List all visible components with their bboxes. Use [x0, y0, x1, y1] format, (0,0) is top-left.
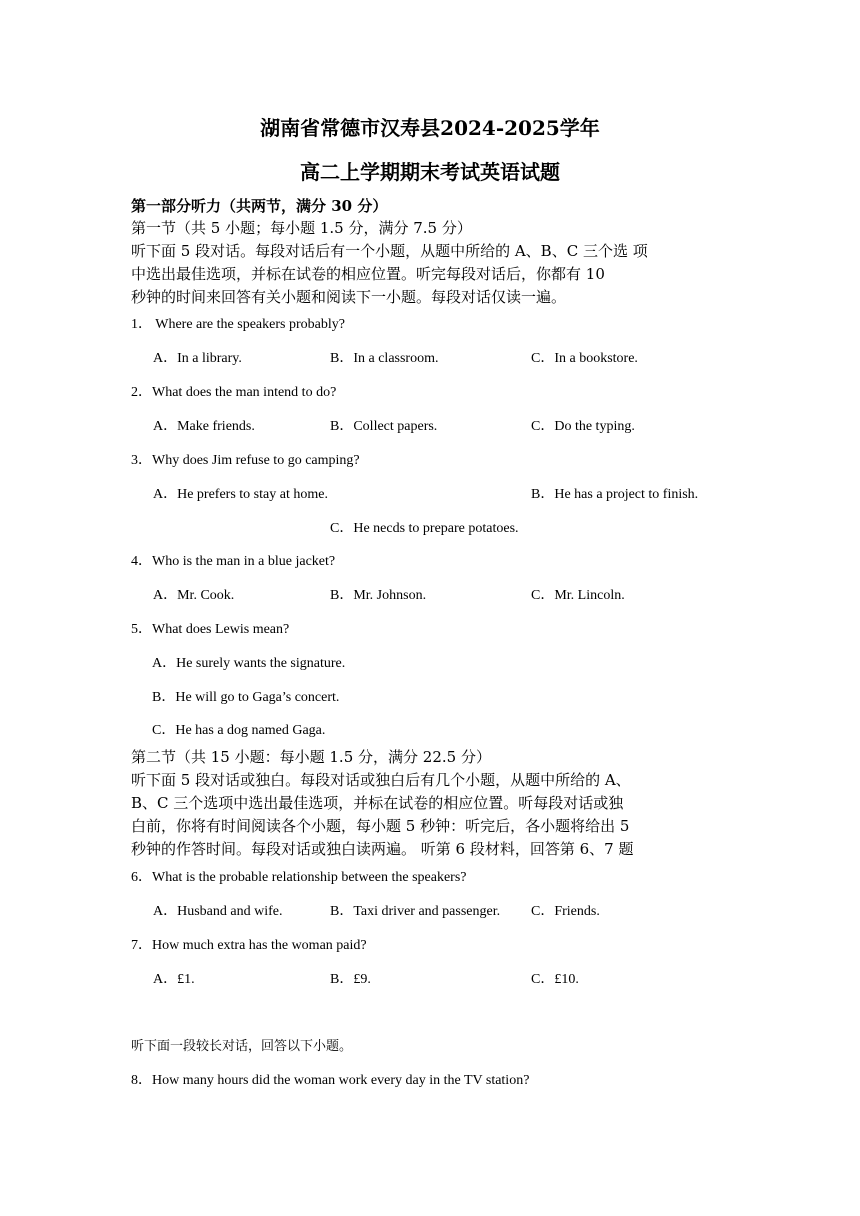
option-a: A．Husband and wife. — [153, 904, 283, 919]
option-a: A．Make friends. — [153, 419, 255, 434]
question-stem: 7．How much extra has the woman paid? — [131, 938, 367, 953]
option-b: B．£9. — [330, 972, 371, 987]
section1-instruction-line: 中选出最佳选项，并标在试卷的相应位置。听完每段对话后，你都有 10 — [131, 265, 605, 283]
option-c: C．He necds to prepare potatoes. — [330, 521, 519, 536]
question-stem: 1． Where are the speakers probably? — [131, 317, 345, 332]
long-dialogue-note: 听下面一段较长对话，回答以下小题。 — [131, 1039, 353, 1054]
section2-instruction-line: B、C 三个选项中选出最佳选项，并标在试卷的相应位置。听每段对话或独 — [131, 794, 624, 812]
option-c: C．He has a dog named Gaga. — [152, 723, 326, 738]
option-a: A．He prefers to stay at home. — [153, 487, 328, 502]
option-c: C．In a bookstore. — [531, 351, 638, 366]
section1-instruction-line: 听下面 5 段对话。每段对话后有一个小题，从题中所给的 A、B、C 三个选 项 — [131, 242, 648, 260]
question-stem: 6．What is the probable relationship between the speakers? — [131, 870, 467, 885]
section2-instruction-line: 听下面 5 段对话或独白。每段对话或独白后有几个小题，从题中所给的 A、 — [131, 771, 631, 789]
question-stem: 3．Why does Jim refuse to go camping? — [131, 453, 360, 468]
question-stem: 2．What does the man intend to do? — [131, 385, 337, 400]
section2-heading: 第二节（共 15 小题：每小题 1.5 分，满分 22.5 分） — [131, 748, 491, 766]
option-a: A．In a library. — [153, 351, 242, 366]
option-b: B．He has a project to finish. — [531, 487, 699, 502]
exam-title-line2: 高二上学期期末考试英语试题 — [300, 160, 560, 184]
question-stem: 4．Who is the man in a blue jacket? — [131, 554, 336, 569]
option-c: C．£10. — [531, 972, 579, 987]
option-b: B．Mr. Johnson. — [330, 588, 427, 603]
option-b: B．He will go to Gaga’s concert. — [152, 690, 340, 705]
option-a: A．He surely wants the signature. — [152, 656, 346, 671]
section1-heading: 第一节（共 5 小题；每小题 1.5 分，满分 7.5 分） — [131, 219, 472, 237]
option-b: B．In a classroom. — [330, 351, 439, 366]
section1-instruction-line: 秒钟的时间来回答有关小题和阅读下一小题。每段对话仅读一遍。 — [131, 288, 567, 306]
section2-instruction-line: 秒钟的作答时间。每段对话或独白读两遍。 听第 6 段材料，回答第 6、7 题 — [131, 840, 634, 858]
question-stem: 5．What does Lewis mean? — [131, 622, 290, 637]
part1-heading: 第一部分听力（共两节，满分 30 分） — [131, 197, 388, 215]
option-a: A．£1. — [153, 972, 195, 987]
option-b: B．Collect papers. — [330, 419, 438, 434]
question-stem: 8．How many hours did the woman work every day in the TV station? — [131, 1073, 530, 1088]
option-c: C．Do the typing. — [531, 419, 635, 434]
option-a: A．Mr. Cook. — [153, 588, 235, 603]
option-c: C．Mr. Lincoln. — [531, 588, 625, 603]
section2-instruction-line: 白前，你将有时间阅读各个小题，每小题 5 秒钟：听完后，各小题将给出 5 — [131, 817, 630, 835]
option-c: C．Friends. — [531, 904, 600, 919]
option-b: B．Taxi driver and passenger. — [330, 904, 501, 919]
exam-title-line1: 湖南省常德市汉寿县2024-2025学年 — [260, 116, 600, 140]
